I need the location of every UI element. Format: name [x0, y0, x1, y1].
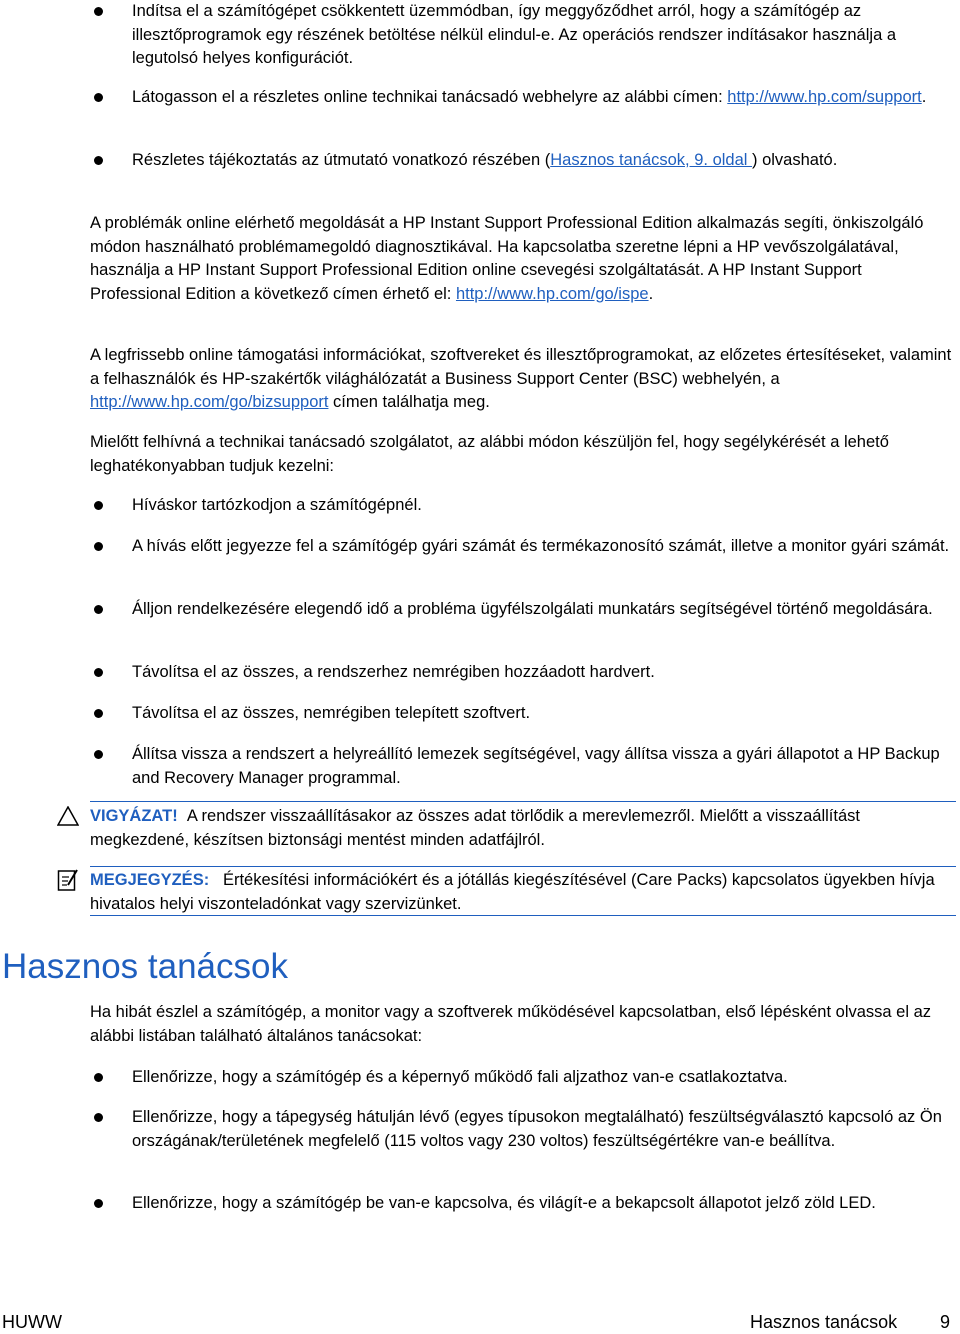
list-item: Híváskor tartózkodjon a számítógépnél.	[90, 494, 956, 518]
paragraph-ispe: A problémák online elérhető megoldását a HP Instant Support Professional Edition alkalmazás segíti, önkiszolgáló módon használható problémamegoldó diagnosztikával. Ha kapcsolatba szeretne lépni a HP vevőszolgálatával, használja a HP Instant Support Professional Edition online csevegési szolgáltatását. A HP Instant Support Professional Edition a következő címen érhető el: http://www.hp.com/go/ispe.	[90, 214, 924, 303]
list-item: Részletes tájékoztatás az útmutató vonatkozó részében (Hasznos tanácsok, 9. oldal ) olvasható.	[90, 149, 956, 173]
list-item: Távolítsa el az összes, a rendszerhez nemrégiben hozzáadott hardvert.	[90, 661, 956, 685]
caution-label: VIGYÁZAT!	[90, 807, 178, 825]
bizsupport-link[interactable]: http://www.hp.com/go/bizsupport	[90, 393, 329, 411]
list-item: Távolítsa el az összes, nemrégiben telepített szoftvert.	[90, 702, 956, 726]
useful-tips-link[interactable]: Hasznos tanácsok, 9. oldal	[550, 151, 753, 169]
note-label: MEGJEGYZÉS:	[90, 871, 210, 889]
footer-section: Hasznos tanácsok	[750, 1312, 898, 1332]
note-bottom-rule	[90, 915, 956, 916]
footer-doc-code: HUWW	[2, 1312, 62, 1332]
caution-rule	[90, 801, 956, 802]
hp-support-link[interactable]: http://www.hp.com/support	[727, 88, 922, 106]
ispe-link[interactable]: http://www.hp.com/go/ispe	[455, 284, 649, 303]
list-item: Állítsa vissza a rendszert a helyreállító lemezek segítségével, vagy állítsa vissza a gyári állapotot a HP Backup and Recovery Manager programmal.	[90, 743, 956, 790]
caution-triangle-icon	[57, 806, 79, 826]
list-item: Indítsa el a számítógépet csökkentett üzemmódban, így meggyőződhet arról, hogy a számítógép az illesztőprogramok egy részének betöltése nélkül elindul-e. Az operációs rendszer indításakor használja a legutolsó helyes konfigurációt.	[90, 0, 956, 71]
caution-block: VIGYÁZAT! A rendszer visszaállításakor az összes adat törlődik a merevlemezről. Mielőtt a visszaállítást megkezdené, készítsen biztonsági mentést minden adatfájlról.	[90, 807, 860, 849]
section-title: Hasznos tanácsok	[2, 947, 288, 986]
list-item: Ellenőrizze, hogy a tápegység hátulján lévő (egyes típusokon megtalálható) feszültségválasztó kapcsoló az Ön országának/területének megfelelő (115 voltos vagy 230 voltos) feszültségértékre van-e beállítva.	[90, 1106, 956, 1153]
list-item: A hívás előtt jegyezze fel a számítógép gyári számát és termékazonosító számát, illetve a monitor gyári számát.	[90, 535, 956, 559]
note-block: MEGJEGYZÉS: Értékesítési információkért és a jótállás kiegészítésével (Care Packs) kapcsolatos ügyekben hívja hivatalos helyi viszonteladónkat vagy szervizünket.	[90, 871, 935, 913]
list-item: Ellenőrizze, hogy a számítógép be van-e kapcsolva, és világít-e a bekapcsolt állapotot jelző zöld LED.	[90, 1192, 956, 1216]
section-intro: Ha hibát észlel a számítógép, a monitor vagy a szoftverek működésével kapcsolatban, első lépésként olvassa el az alábbi listában található általános tanácsokat:	[90, 1003, 932, 1045]
footer-page-number: 9	[940, 1312, 951, 1332]
note-rule	[90, 866, 956, 867]
paragraph-prepare: Mielőtt felhívná a technikai tanácsadó szolgálatot, az alábbi módon készüljön fel, hogy segélykérését a lehető leghatékonyabban tudjuk kezelni:	[90, 433, 889, 475]
paragraph-bsc: A legfrissebb online támogatási információkat, szoftvereket és illesztőprogramokat, az előzetes értesítéseket, valamint a felhasználók és HP-szakértők világhálózatát a Business Support Center (BSC) webhelyén, a http://www.hp.com/go/bizsupport címen találhatja meg.	[90, 346, 952, 411]
note-pencil-icon	[57, 868, 79, 892]
list-item: Látogasson el a részletes online technikai tanácsadó webhelyre az alábbi címen: http://www.hp.com/support.	[90, 86, 956, 110]
list-item: Ellenőrizze, hogy a számítógép és a képernyő működő fali aljzathoz van-e csatlakoztatva.	[90, 1066, 956, 1090]
list-item: Álljon rendelkezésére elegendő idő a probléma ügyfélszolgálati munkatárs segítségével történő megoldására.	[90, 598, 956, 622]
